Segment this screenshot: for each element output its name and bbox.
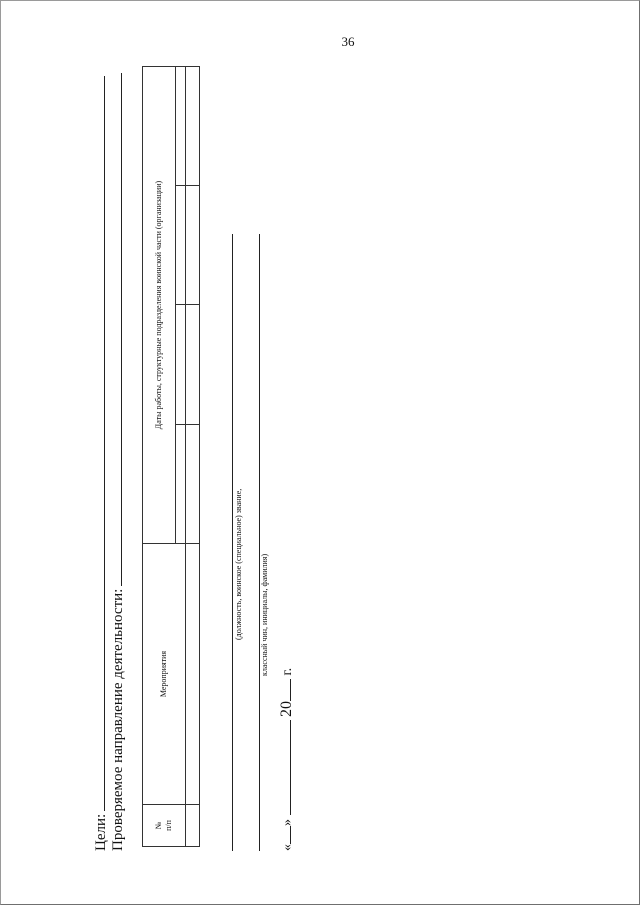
signature-caption-1: (должность, воинское (специальное) звание, [234,488,243,640]
year-prefix: 20 [278,701,295,717]
close-quote: » [280,819,295,826]
direction-fill-line[interactable] [109,73,122,586]
rotated-form-sheet [92,56,332,851]
table-cell[interactable] [186,186,200,305]
date-subcolumn[interactable] [176,424,186,543]
dates-header: Даты работы, структурные подразделения воинской части (организации) [143,67,176,544]
signature-caption-2: классный чин, инициалы, фамилия) [260,553,269,676]
goals-field [92,66,109,851]
signature-line-1[interactable] [232,234,233,851]
open-quote: « [280,844,295,851]
signature-date [278,668,296,851]
goals-fill-line[interactable] [92,76,105,811]
month-blank[interactable] [278,721,291,816]
table-row [186,67,200,847]
year-suffix: г. [280,667,295,676]
table-cell[interactable] [186,67,200,186]
date-subcolumn[interactable] [176,186,186,305]
goals-label: Цели: [93,813,109,851]
event-header: Мероприятия [143,544,186,805]
year-blank[interactable] [278,679,291,701]
signature-block [232,231,322,851]
number-header: № п/п [143,805,186,847]
table-cell[interactable] [186,544,200,805]
plan-table [142,66,200,847]
signature-line-2[interactable] [259,234,260,851]
table-cell[interactable] [186,805,200,847]
date-subcolumn[interactable] [176,305,186,424]
table-cell[interactable] [186,424,200,543]
day-blank[interactable] [278,826,291,844]
page-number: 36 [341,34,355,49]
table-cell[interactable] [186,305,200,424]
date-subcolumn[interactable] [176,67,186,186]
direction-field [109,66,126,851]
direction-label: Проверяемое направление деятельности: [110,588,126,851]
